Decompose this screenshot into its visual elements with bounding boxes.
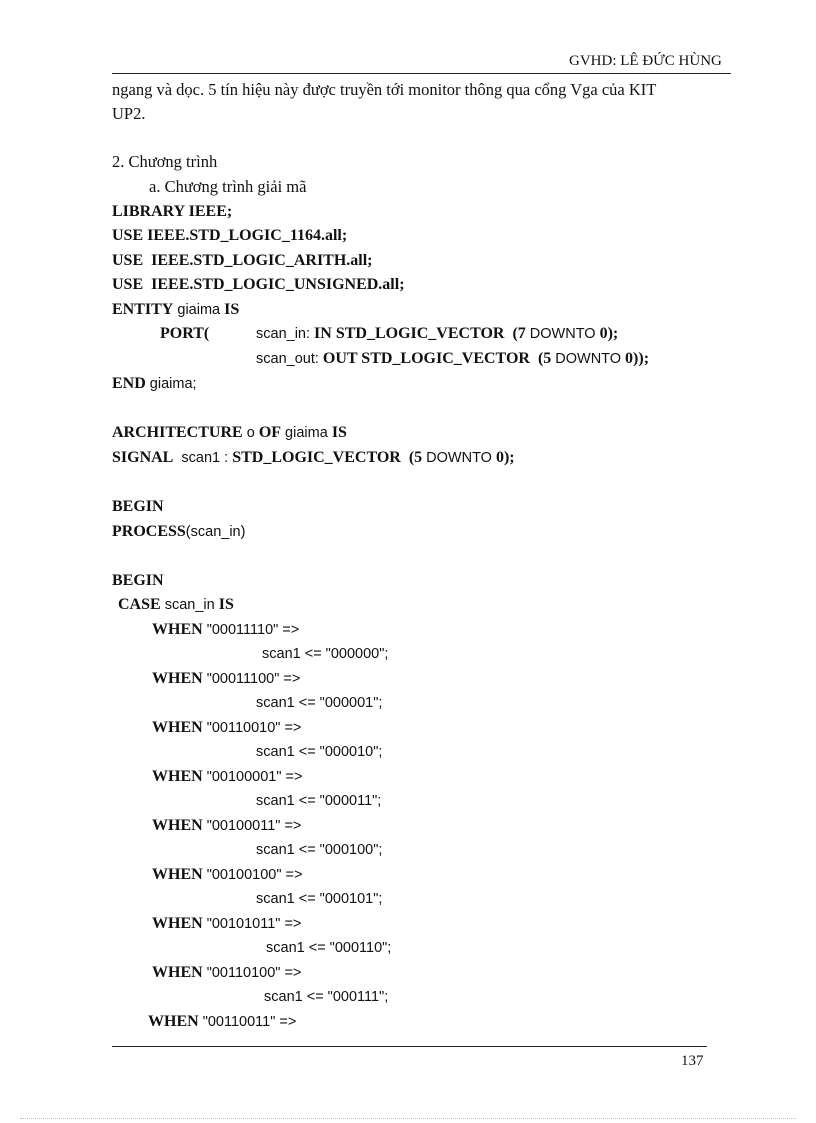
identifier: scan1 :: [173, 450, 233, 466]
code-line: PORT(: [160, 325, 210, 342]
keyword: WHEN: [152, 719, 203, 736]
intro-line-1: ngang và dọc. 5 tín hiệu này được truyền tới monitor thông qua cổng Vga của KIT: [112, 80, 657, 99]
keyword: WHEN: [152, 866, 203, 883]
keyword: SIGNAL: [112, 449, 174, 466]
when-line: [152, 769, 302, 785]
keyword: IS: [224, 301, 240, 318]
keyword: CASE: [118, 596, 161, 613]
page-edge: [20, 1118, 796, 1119]
case-value: "00100100" =>: [202, 867, 303, 883]
header-rule: [112, 73, 731, 74]
code-line: LIBRARY IEEE;: [112, 203, 233, 220]
when-line: [152, 867, 302, 883]
footer-rule: [112, 1046, 707, 1047]
when-line: [148, 1014, 296, 1030]
keyword: IS: [331, 424, 347, 441]
code-line: [256, 326, 618, 342]
keyword: WHEN: [148, 1013, 199, 1030]
keyword: END: [112, 375, 146, 392]
case-value: "00110010" =>: [202, 720, 302, 736]
assign-line: scan1 <= "000111";: [264, 989, 389, 1005]
case-value: "00011100" =>: [202, 671, 301, 687]
keyword: IS: [218, 596, 234, 613]
keyword: ARCHITECTURE: [112, 424, 243, 441]
code-line: USE IEEE.STD_LOGIC_ARITH.all;: [112, 252, 373, 269]
running-header: GVHD: LÊ ĐỨC HÙNG: [569, 53, 722, 69]
identifier: (scan_in): [185, 524, 246, 540]
identifier: o: [242, 425, 259, 441]
identifier: giaima;: [145, 376, 197, 392]
code-line: [112, 450, 515, 466]
assign-line: scan1 <= "000000";: [262, 646, 389, 662]
when-line: [152, 916, 301, 932]
code-line: [118, 597, 234, 613]
keyword: STD_LOGIC_VECTOR (5: [232, 449, 427, 466]
identifier: scan_in: [160, 597, 219, 613]
when-line: [152, 671, 300, 687]
section-title: 2. Chương trình: [112, 152, 218, 171]
keyword: WHEN: [152, 621, 203, 638]
case-value: "00100001" =>: [202, 769, 303, 785]
keyword: DOWNTO: [529, 326, 596, 342]
keyword: OF: [258, 424, 282, 441]
code-line: [112, 302, 239, 318]
identifier: scan_in:: [256, 326, 315, 342]
when-line: [152, 818, 301, 834]
keyword: ENTITY: [112, 301, 174, 318]
keyword: WHEN: [152, 768, 203, 785]
assign-line: scan1 <= "000011";: [256, 793, 382, 809]
section-subtitle: a. Chương trình giải mã: [149, 177, 307, 196]
case-value: "00100011" =>: [202, 818, 302, 834]
code-line: [256, 351, 649, 367]
code-line: [112, 425, 347, 441]
identifier: giaima: [173, 302, 225, 318]
keyword: 0));: [621, 350, 650, 367]
page-number: 137: [681, 1053, 704, 1069]
keyword: OUT STD_LOGIC_VECTOR (5: [322, 350, 556, 367]
code-line: USE IEEE.STD_LOGIC_UNSIGNED.all;: [112, 276, 405, 293]
keyword: WHEN: [152, 670, 203, 687]
keyword: 0);: [491, 449, 515, 466]
keyword: DOWNTO: [426, 450, 492, 466]
when-line: [152, 622, 299, 638]
code-line: USE IEEE.STD_LOGIC_1164.all;: [112, 227, 348, 244]
keyword: DOWNTO: [555, 351, 622, 367]
assign-line: scan1 <= "000010";: [256, 744, 383, 760]
intro-line-2: UP2.: [112, 104, 146, 123]
keyword: 0);: [595, 325, 619, 342]
case-value: "00101011" =>: [202, 916, 302, 932]
when-line: [152, 965, 301, 981]
keyword: WHEN: [152, 817, 203, 834]
keyword: WHEN: [152, 964, 203, 981]
keyword: PROCESS: [112, 523, 186, 540]
assign-line: scan1 <= "000001";: [256, 695, 383, 711]
keyword: WHEN: [152, 915, 203, 932]
code-line: [112, 524, 245, 540]
assign-line: scan1 <= "000110";: [266, 940, 392, 956]
assign-line: scan1 <= "000100";: [256, 842, 383, 858]
case-value: "00110100" =>: [202, 965, 302, 981]
case-value: "00011110" =>: [202, 622, 300, 638]
identifier: giaima: [281, 425, 332, 441]
code-line: BEGIN: [112, 498, 164, 515]
assign-line: scan1 <= "000101";: [256, 891, 383, 907]
keyword: IN STD_LOGIC_VECTOR (7: [314, 325, 530, 342]
when-line: [152, 720, 301, 736]
identifier: scan_out:: [256, 351, 323, 367]
code-line: [112, 376, 197, 392]
case-value: "00110011" =>: [198, 1014, 297, 1030]
code-line: BEGIN: [112, 572, 164, 589]
